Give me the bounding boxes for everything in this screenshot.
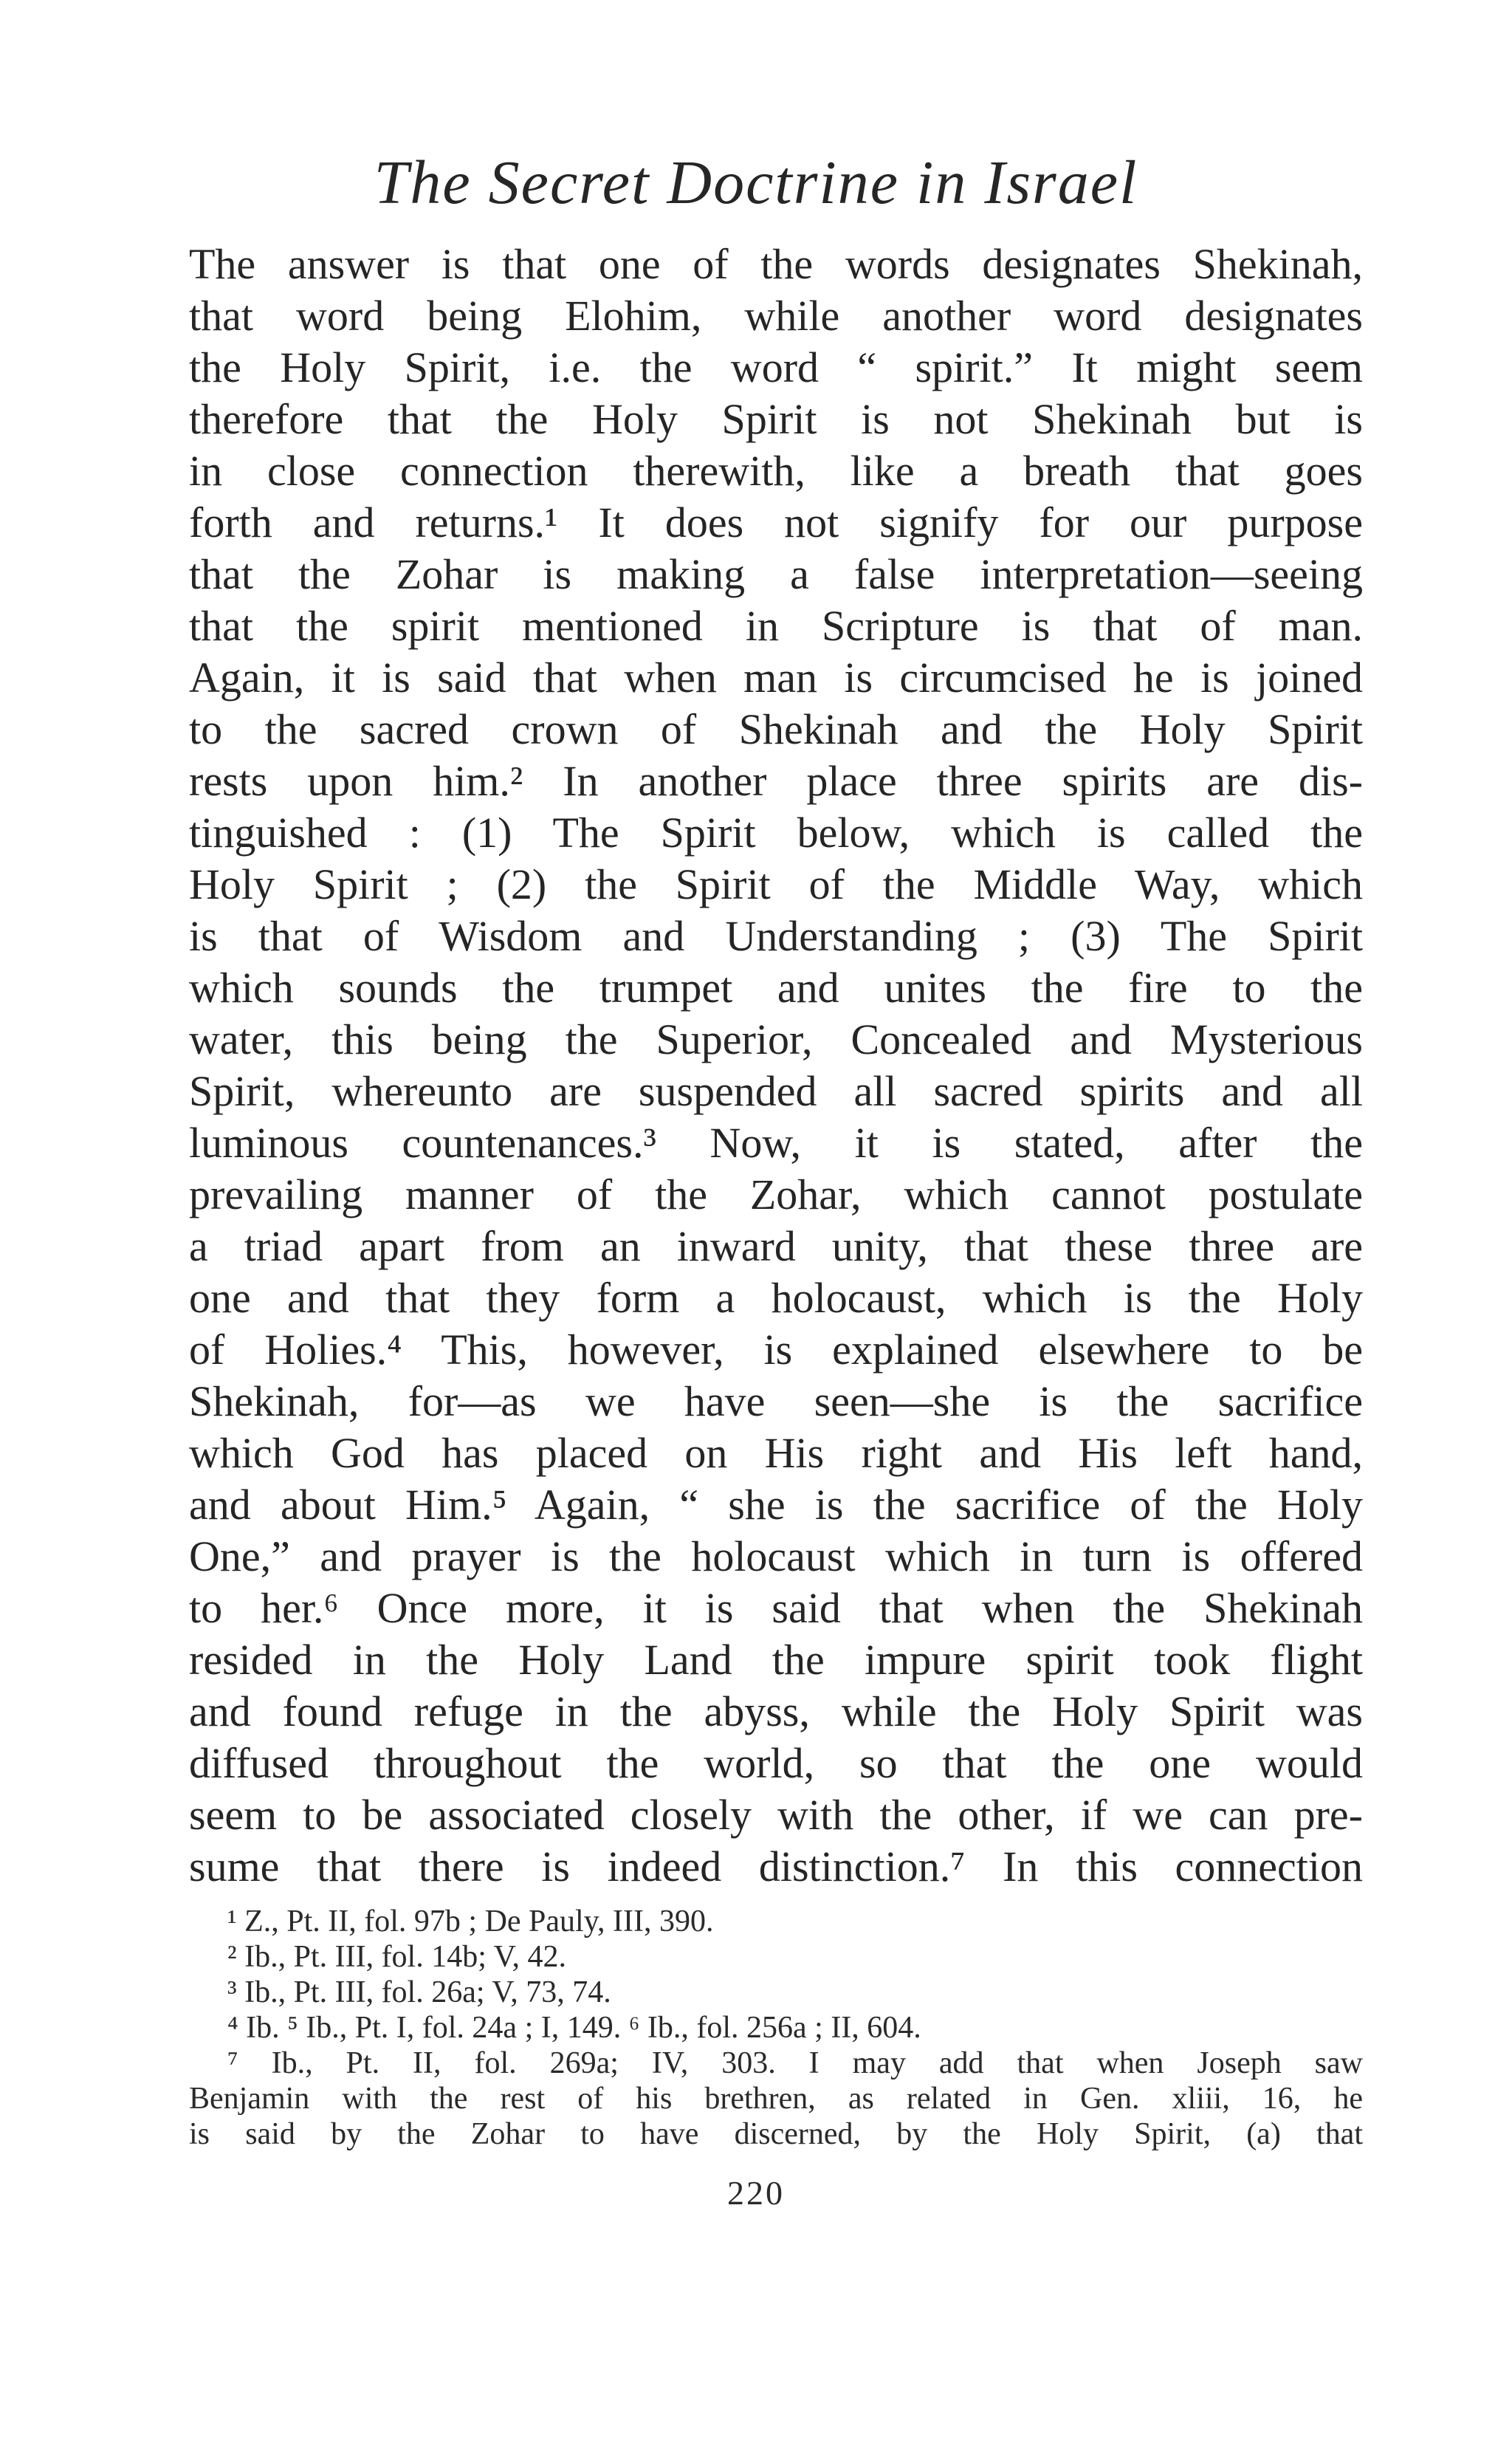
body-line: which God has placed on His right and His left hand, <box>189 1429 1363 1477</box>
page-number: 220 <box>727 2174 785 2212</box>
body-line: Holy Spirit ; (2) the Spirit of the Middle Way, which <box>189 860 1363 908</box>
footnote: ¹ Z., Pt. II, fol. 97b ; De Pauly, III, 390. <box>227 1904 714 1938</box>
body-line: that the Zohar is making a false interpretation—seeing <box>189 550 1363 598</box>
body-line: that word being Elohim, while another word designates <box>189 292 1363 340</box>
body-line: water, this being the Superior, Concealed and Mysterious <box>189 1015 1363 1063</box>
body-line: rests upon him.² In another place three spirits are dis- <box>189 757 1363 805</box>
body-line: therefore that the Holy Spirit is not Shekinah but is <box>189 395 1363 443</box>
body-line: in close connection therewith, like a breath that goes <box>189 447 1363 495</box>
body-line: One,” and prayer is the holocaust which in turn is offered <box>189 1532 1363 1580</box>
footnote: ³ Ib., Pt. III, fol. 26a; V, 73, 74. <box>227 1975 611 2009</box>
body-line: is that of Wisdom and Understanding ; (3) The Spirit <box>189 912 1363 960</box>
body-line: The answer is that one of the words designates Shekinah, <box>189 240 1363 288</box>
body-line: which sounds the trumpet and unites the fire to the <box>189 964 1363 1012</box>
body-line: forth and returns.¹ It does not signify for our purpose <box>189 498 1363 546</box>
body-line: diffused throughout the world, so that the one would <box>189 1739 1363 1787</box>
footnote: ⁷ Ib., Pt. II, fol. 269a; IV, 303. I may add that when Joseph saw <box>227 2046 1363 2080</box>
body-line: seem to be associated closely with the other, if we can pre- <box>189 1791 1363 1839</box>
footnote: ² Ib., Pt. III, fol. 14b; V, 42. <box>227 1940 567 1974</box>
body-line: to the sacred crown of Shekinah and the Holy Spirit <box>189 705 1363 753</box>
body-line: one and that they form a holocaust, which is the Holy <box>189 1274 1363 1322</box>
body-line: tinguished : (1) The Spirit below, which is called the <box>189 809 1363 857</box>
body-line: and about Him.⁵ Again, “ she is the sacrifice of the Holy <box>189 1481 1363 1529</box>
body-text <box>189 239 1363 1893</box>
body-line: that the spirit mentioned in Scripture is that of man. <box>189 602 1363 650</box>
footnote-continuation: is said by the Zohar to have discerned, by the Holy Spirit, (a) that <box>189 2117 1363 2151</box>
body-line: to her.⁶ Once more, it is said that when the Shekinah <box>189 1584 1363 1632</box>
body-line: Again, it is said that when man is circumcised he is joined <box>189 654 1363 702</box>
body-line: of Holies.⁴ This, however, is explained elsewhere to be <box>189 1326 1363 1374</box>
body-line: resided in the Holy Land the impure spirit took flight <box>189 1636 1363 1684</box>
body-line: prevailing manner of the Zohar, which cannot postulate <box>189 1170 1363 1218</box>
body-line: luminous countenances.³ Now, it is stated, after the <box>189 1119 1363 1167</box>
footnotes <box>189 1904 1363 2152</box>
body-line: sume that there is indeed distinction.⁷ In this connection <box>189 1842 1363 1890</box>
footnote-continuation: Benjamin with the rest of his brethren, as related in Gen. xliii, 16, he <box>189 2082 1363 2116</box>
footnote: ⁴ Ib. ⁵ Ib., Pt. I, fol. 24a ; I, 149. ⁶ Ib., fol. 256a ; II, 604. <box>227 2011 921 2045</box>
body-line: Shekinah, for—as we have seen—she is the sacrifice <box>189 1377 1363 1425</box>
body-line: and found refuge in the abyss, while the Holy Spirit was <box>189 1687 1363 1735</box>
running-head: The Secret Doctrine in Israel <box>374 148 1138 217</box>
body-line: a triad apart from an inward unity, that these three are <box>189 1222 1363 1270</box>
body-line: Spirit, whereunto are suspended all sacred spirits and all <box>189 1067 1363 1115</box>
body-line: the Holy Spirit, i.e. the word “ spirit.” It might seem <box>189 343 1363 391</box>
